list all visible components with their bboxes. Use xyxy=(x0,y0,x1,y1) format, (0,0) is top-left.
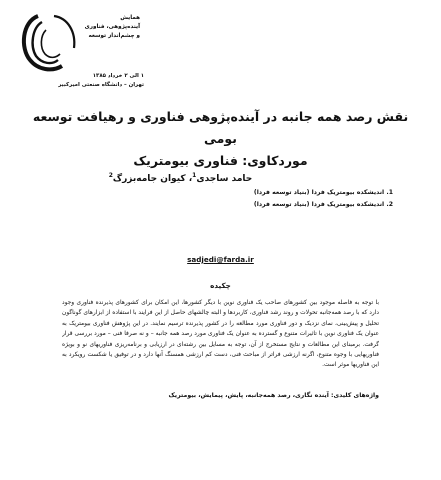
conference-date: ۱ الی ۲ خرداد ۱۳۸۵ xyxy=(92,73,144,79)
abstract-heading: چکیده xyxy=(210,281,231,290)
conference-line-1: همایش xyxy=(120,15,140,21)
author-2: کیوان جامه‌بزرگ xyxy=(112,174,186,184)
author-1-mark: 1 xyxy=(192,172,197,179)
conference-meta xyxy=(24,72,144,90)
conference-line-3: و چشم‌انداز توسعه xyxy=(88,33,140,39)
paper-title xyxy=(30,106,411,172)
author-email[interactable]: sadjedi@farda.ir xyxy=(187,255,254,264)
abstract-body: با توجه به فاصله موجود بین کشورهای صاحب یک فناوری نوین با دیگر کشورها، این امکان برای کشورهای پذیرنده فناوری وجود دارد که با رصد همه‌جانبه تحولات و روند رشد فناوری، کاربردها و البته چالشهای حاصل از این فرایند با استفاده از ابزارهای گوناگون تحلیل و پیش‌بینی، نمای نزدیک و دور فناوری مورد مطالعه را در کشور پذیرنده ترسیم نمایند. در این پژوهش فناوری بیومتریک به عنوان یک فناوری نوین با تاثیرات متنوع و گسترده به عنوان یک فناوری مورد رصد همه جانبه – و نه صرفا فنی – مورد بررسی قرار گرفت. برمبنای این مطالعات و نتایج مستخرج از آن، توجه به مسایل بین رشته‌ای در ارزیابی و برنامه‌ریزی فناوریهای نو و بویژه فناوریهایی با وجوه متنوع، اگرنه ارزشی فراتر از مباحث فنی، دست کم ارزشی همسنگ آنها دارد و در توفیق یا شکست رویکرد به این فناوریها موثر است. xyxy=(62,300,379,369)
affiliation-1: 1. اندیشکده بیومتریک فردا (بنیاد توسعه فردا) xyxy=(253,189,393,196)
conference-name xyxy=(68,14,140,41)
author-list: حامد ساجدی$^1$، کیوان جامه‌بزرگ$^2$ xyxy=(108,172,253,184)
conference-line-2: آینده‌پژوهی، فناوری xyxy=(84,24,140,30)
conference-venue: تهران – دانشگاه صنعتی امیرکبیر xyxy=(58,82,144,88)
title-line-2: موردکاوی: فناوری بیومتریک xyxy=(133,153,308,168)
keywords: واژه‌های کلیدی: آینده نگاری، رصد همه‌جانبه، پایش، پیمایش، بیومتریک xyxy=(168,392,379,399)
author-2-mark: 2 xyxy=(108,172,113,179)
affiliation-2: 2. اندیشکده بیومتریک فردا (بنیاد توسعه فردا) xyxy=(253,201,393,208)
title-line-1: نقش رصد همه جانبه در آینده‌پژوهی فناوری و رهیافت توسعه بومی xyxy=(32,109,409,146)
author-1: حامد ساجدی xyxy=(196,174,253,184)
